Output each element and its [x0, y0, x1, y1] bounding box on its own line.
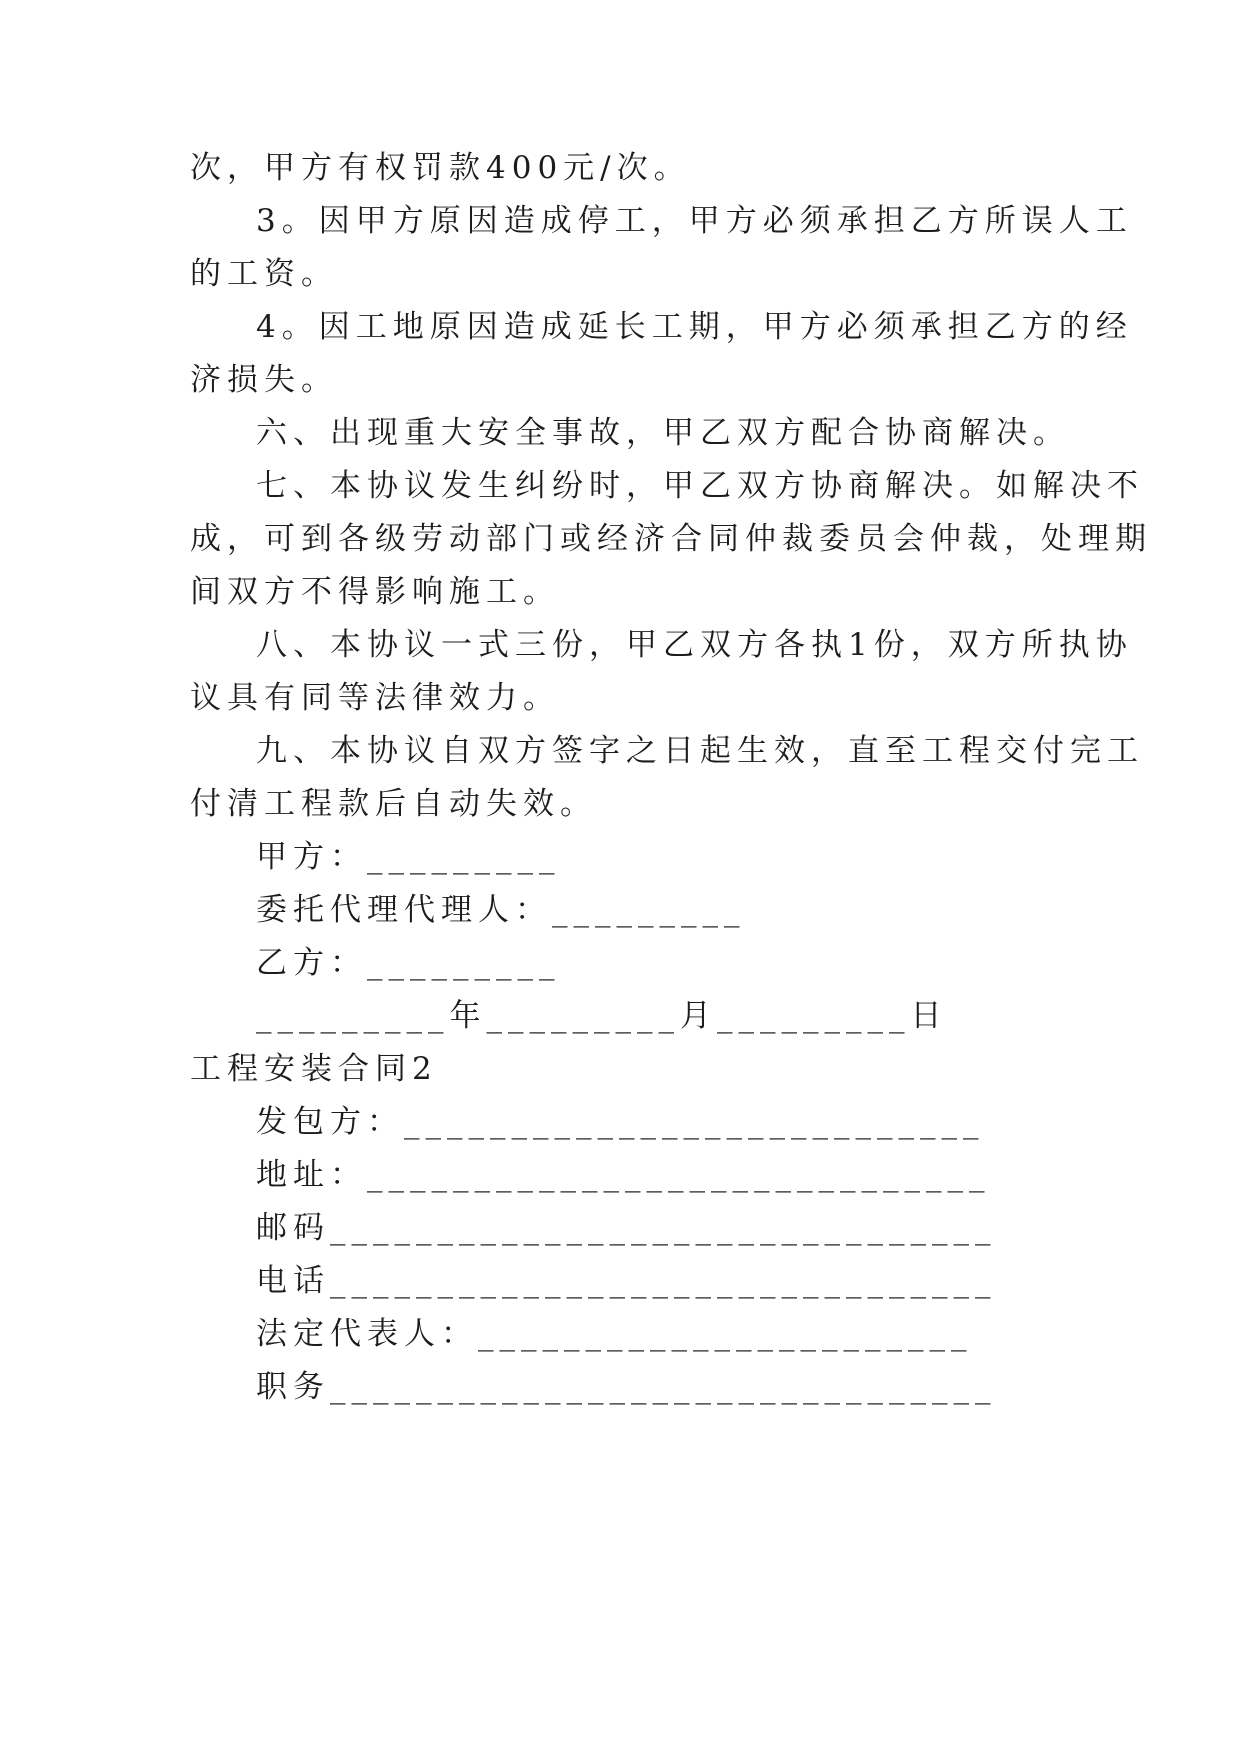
text-line: 4。因工地原因造成延长工期，甲方必须承担乙方的经 — [256, 309, 1133, 345]
signature-field-party-a: 甲方：_________ — [256, 839, 561, 875]
text-line: 济损失。 — [190, 362, 338, 398]
text-line: 议具有同等法律效力。 — [190, 680, 560, 716]
text-line: 次，甲方有权罚款400元/次。 — [190, 150, 691, 186]
text-line: 间双方不得影响施工。 — [190, 574, 560, 610]
date-field: _________年_________月_________日 — [256, 998, 948, 1034]
field-postcode: 邮码_______________________________ — [256, 1210, 997, 1246]
text-line: 付清工程款后自动失效。 — [190, 786, 597, 822]
field-legal-representative: 法定代表人：_______________________ — [256, 1316, 973, 1352]
signature-field-agent: 委托代理代理人：_________ — [256, 892, 746, 928]
section-title: 工程安装合同2 — [190, 1051, 438, 1087]
text-line: 的工资。 — [190, 256, 338, 292]
signature-field-party-b: 乙方：_________ — [256, 945, 561, 981]
text-line: 成，可到各级劳动部门或经济合同仲裁委员会仲裁，处理期 — [190, 521, 1152, 557]
text-line: 七、本协议发生纠纷时，甲乙双方协商解决。如解决不 — [256, 468, 1144, 504]
field-phone: 电话_______________________________ — [256, 1263, 997, 1299]
text-line: 九、本协议自双方签字之日起生效，直至工程交付完工 — [256, 733, 1144, 769]
text-line: 六、出现重大安全事故，甲乙双方配合协商解决。 — [256, 415, 1070, 451]
text-line: 3。因甲方原因造成停工，甲方必须承担乙方所误人工 — [256, 203, 1133, 239]
field-position: 职务_______________________________ — [256, 1369, 997, 1405]
text-line: 八、本协议一式三份，甲乙双方各执1份，双方所执协 — [256, 627, 1133, 663]
field-address: 地址：_____________________________ — [256, 1157, 991, 1193]
field-contractor: 发包方：___________________________ — [256, 1104, 985, 1140]
